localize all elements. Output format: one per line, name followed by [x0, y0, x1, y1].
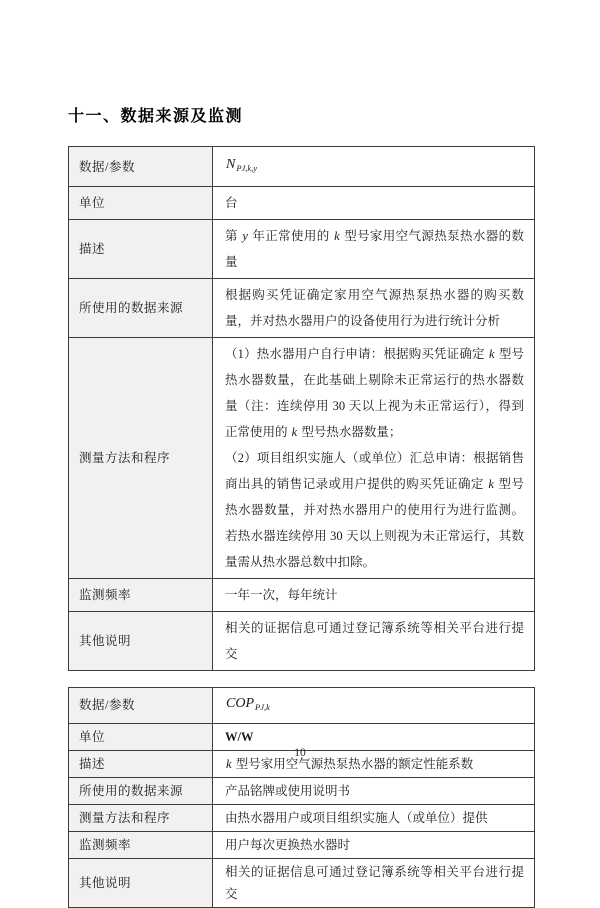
table-row: [69, 688, 535, 724]
row-value: [213, 220, 535, 279]
text-segment: 相关的证据信息可通过登记簿系统等相关平台进行提交: [225, 865, 524, 901]
text-segment: （2）项目组织实施人（或单位）汇总申请：根据销售商出具的销售记录或用户提供的购买凭证确定: [225, 451, 524, 491]
section-heading: 十一、数据来源及监测: [68, 108, 244, 125]
row-label: 所使用的数据来源: [69, 279, 213, 338]
row-label: 单位: [69, 724, 213, 751]
row-label: 单位: [69, 187, 213, 220]
row-label: 数据/参数: [69, 688, 213, 724]
value-paragraph: [225, 282, 524, 334]
text-segment: 台: [225, 196, 238, 210]
table-row: [69, 859, 535, 908]
text-segment: 一年一次，每年统计: [225, 588, 338, 602]
text-segment: k: [488, 347, 495, 361]
row-label: 测量方法和程序: [69, 338, 213, 579]
value-paragraph: [225, 726, 524, 748]
row-label: 监测频率: [69, 579, 213, 612]
value-paragraph: [225, 223, 524, 275]
row-value: [213, 688, 535, 724]
text-segment: 型号家用空气源热泵热水器的数量: [225, 229, 524, 269]
row-value: [213, 805, 535, 832]
text-segment: 由热水器用户或项目组织实施人（或单位）提供: [225, 811, 488, 825]
table-gap: [68, 671, 535, 687]
text-segment: W/W: [225, 730, 254, 744]
value-paragraph: [225, 150, 524, 183]
row-value: [213, 832, 535, 859]
text-segment: k: [291, 425, 298, 439]
text-segment: 年正常使用的: [248, 229, 334, 243]
row-label: 数据/参数: [69, 147, 213, 187]
row-label: 测量方法和程序: [69, 805, 213, 832]
value-paragraph: [225, 807, 524, 829]
text-segment: N: [226, 157, 236, 172]
row-value: [213, 579, 535, 612]
text-segment: k: [226, 757, 232, 771]
text-segment: k: [488, 477, 494, 491]
text-segment: 第: [225, 229, 242, 243]
text-segment: 型号热水器数量；: [298, 425, 402, 439]
row-label: 其他说明: [69, 859, 213, 908]
value-paragraph: [225, 690, 524, 721]
parameter-subscript: PJ,k: [255, 702, 270, 712]
row-value: [213, 859, 535, 908]
table-row: [69, 579, 535, 612]
row-value: [213, 187, 535, 220]
parameter-table-1: [68, 146, 535, 671]
row-label: 描述: [69, 220, 213, 279]
text-segment: （1）热水器用户自行申请：根据购买凭证确定: [225, 347, 488, 361]
table-row: [69, 832, 535, 859]
row-label: 所使用的数据来源: [69, 778, 213, 805]
value-paragraph: [225, 582, 524, 608]
row-value: [213, 612, 535, 671]
row-label: 描述: [69, 751, 213, 778]
row-label: 监测频率: [69, 832, 213, 859]
text-segment: 相关的证据信息可通过登记簿系统等相关平台进行提交: [225, 621, 524, 661]
text-segment: 型号家用空气源热泵热水器的额定性能系数: [232, 757, 474, 771]
text-segment: 用户每次更换热水器时: [225, 838, 351, 852]
value-paragraph: [225, 861, 524, 905]
row-value: [213, 279, 535, 338]
table-row: [69, 187, 535, 220]
text-segment: COP: [226, 696, 254, 711]
text-segment: k: [334, 229, 340, 243]
parameter-subscript: PJ,k,y: [236, 163, 258, 173]
parameter-table-2: [68, 687, 535, 908]
value-paragraph: [225, 780, 524, 802]
value-paragraph: [225, 615, 524, 667]
table-row: [69, 338, 535, 579]
table-row: [69, 220, 535, 279]
value-paragraph: [225, 445, 524, 575]
text-segment: y: [242, 229, 248, 243]
value-paragraph: [225, 190, 524, 216]
text-segment: 型号热水器数量，并对热水器用户的使用行为进行监测。若热水器连续停用 30 天以上则视为未正常运行，其数量需从热水器总数中扣除。: [225, 477, 524, 569]
text-segment: 型号热水器数量，在此基础上剔除未正常运行的热水器数量（注：连续停用 30 天以上视为未正常运行），得到正常使用的: [225, 347, 524, 439]
row-value: [213, 338, 535, 579]
value-paragraph: [225, 341, 524, 445]
row-value: [213, 778, 535, 805]
value-paragraph: [225, 834, 524, 856]
text-segment: 产品铭牌或使用说明书: [225, 784, 351, 798]
table-row: [69, 279, 535, 338]
table-row: [69, 612, 535, 671]
table-row: [69, 778, 535, 805]
table-row: [69, 805, 535, 832]
page-number: 10: [294, 747, 306, 759]
text-segment: 根据购买凭证确定家用空气源热泵热水器的购买数量，并对热水器用户的设备使用行为进行统计分析: [225, 288, 524, 328]
page-content: [68, 106, 535, 908]
row-value: [213, 147, 535, 187]
table-row: [69, 147, 535, 187]
row-label: 其他说明: [69, 612, 213, 671]
